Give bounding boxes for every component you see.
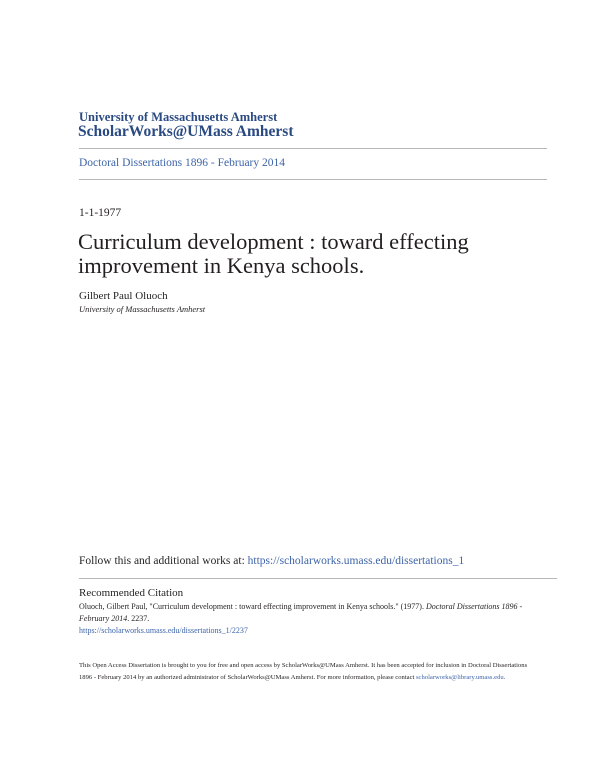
notice-end: .: [503, 673, 506, 681]
document-title: Curriculum development : toward effecting improvement in Kenya schools.: [78, 229, 469, 278]
contact-email-link[interactable]: scholarworks@library.umass.edu: [415, 673, 504, 681]
open-access-notice: [79, 660, 534, 683]
citation-number: . 2237.: [127, 614, 150, 623]
series-link[interactable]: Doctoral Dissertations 1896 - February 2014: [79, 157, 286, 169]
publication-date: 1-1-1977: [79, 207, 122, 219]
repository-name[interactable]: ScholarWorks@UMass Amherst: [78, 123, 294, 140]
divider: [79, 148, 547, 149]
author-name: Gilbert Paul Oluoch: [79, 290, 168, 302]
author-affiliation: University of Massachusetts Amherst: [79, 304, 206, 314]
follow-label: Follow this and additional works at:: [79, 555, 248, 567]
recommended-citation: [79, 601, 534, 637]
divider: [79, 578, 557, 579]
divider: [79, 179, 547, 180]
follow-line: [79, 555, 464, 567]
series-link-container: [79, 157, 285, 169]
recommended-citation-heading: Recommended Citation: [79, 587, 184, 599]
citation-text: Oluoch, Gilbert Paul, "Curriculum development : toward effecting improvement in Kenya schools." (1977).: [79, 602, 426, 611]
follow-link[interactable]: https://scholarworks.umass.edu/dissertations_1: [247, 555, 465, 567]
notice-text: This Open Access Dissertation is brought to you for free and open access by ScholarWorks@UMass Amherst. It has been accepted for inclusion in Doctoral Dissertations 1896 - February 2014 by an authorized administrator of ScholarWorks@UMass Amherst. For more information, please contact: [79, 662, 528, 681]
citation-link[interactable]: https://scholarworks.umass.edu/dissertations_1/2237: [79, 626, 248, 635]
citation-series: Doctoral Dissertations 1896 - February 2014: [79, 602, 523, 623]
institution-name[interactable]: University of Massachusetts Amherst: [79, 110, 278, 124]
